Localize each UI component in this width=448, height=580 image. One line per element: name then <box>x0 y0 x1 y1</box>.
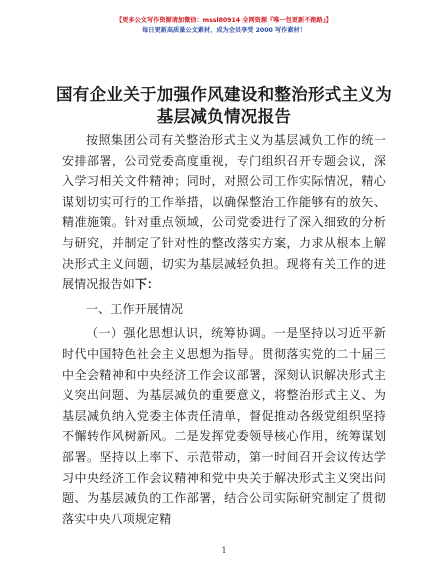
page-number: 1 <box>221 546 227 555</box>
title-line-1: 国有企业关于加强作风建设和整治形式主义为 <box>56 85 392 104</box>
intro-end-text: 下： <box>134 277 160 292</box>
intro-text: 按照集团公司有关整治形式主义为基层减负工作的统一安排部署，公司党委高度重视，专门组织召开专题会议，深入学习相关文件精神；同时，对照公司工作实际情况，精心谋划切实可行的工作举措，以确保整治工作能够有的放矢、精准施策。针对重点领域，公司党委进行了深入细致的分析与研究，并制定了针对性的整改落实方案，力求从根本上解决形式主义问题，切实为基层减轻负担。现将有关工作的进展情况报告如 <box>62 133 386 292</box>
subsection-paragraph: （一）强化思想认识，统筹协调。一是坚持以习近平新时代中国特色社会主义思想为指导。贯彻落实党的二十届三中全会精神和中央经济工作会议部署，深刻认识解决形式主义突出问题、为基层减负的重要意义，将整治形式主义、为基层减负纳入党委主体责任清单，督促推动各级党组织坚持不懈转作风树新风。二是发挥党委领导核心作用，统筹谋划部署。坚持以上率下、示范带动，第一时间召开会议传达学习中央经济工作会议精神和党中央关于解决形式主义突出问题、为基层减负的工作部署，结合公司实际研究制定了贯彻落实中央八项规定精 <box>62 326 386 526</box>
promo-banner <box>0 16 448 36</box>
document-title <box>40 84 408 128</box>
intro-paragraph <box>62 130 386 295</box>
section-heading: 一、工作开展情况 <box>86 301 184 316</box>
promo-line-2: 每日更新高质量公文素材，成为会员享受 2000 写作素材！ <box>142 27 306 34</box>
document-body <box>62 130 386 529</box>
title-line-2: 基层减负情况报告 <box>156 107 292 126</box>
promo-line-1: 【更多公文写作资源请加微信：mssl80914 全网资源『唯一包更新不跑路』】 <box>116 17 332 24</box>
